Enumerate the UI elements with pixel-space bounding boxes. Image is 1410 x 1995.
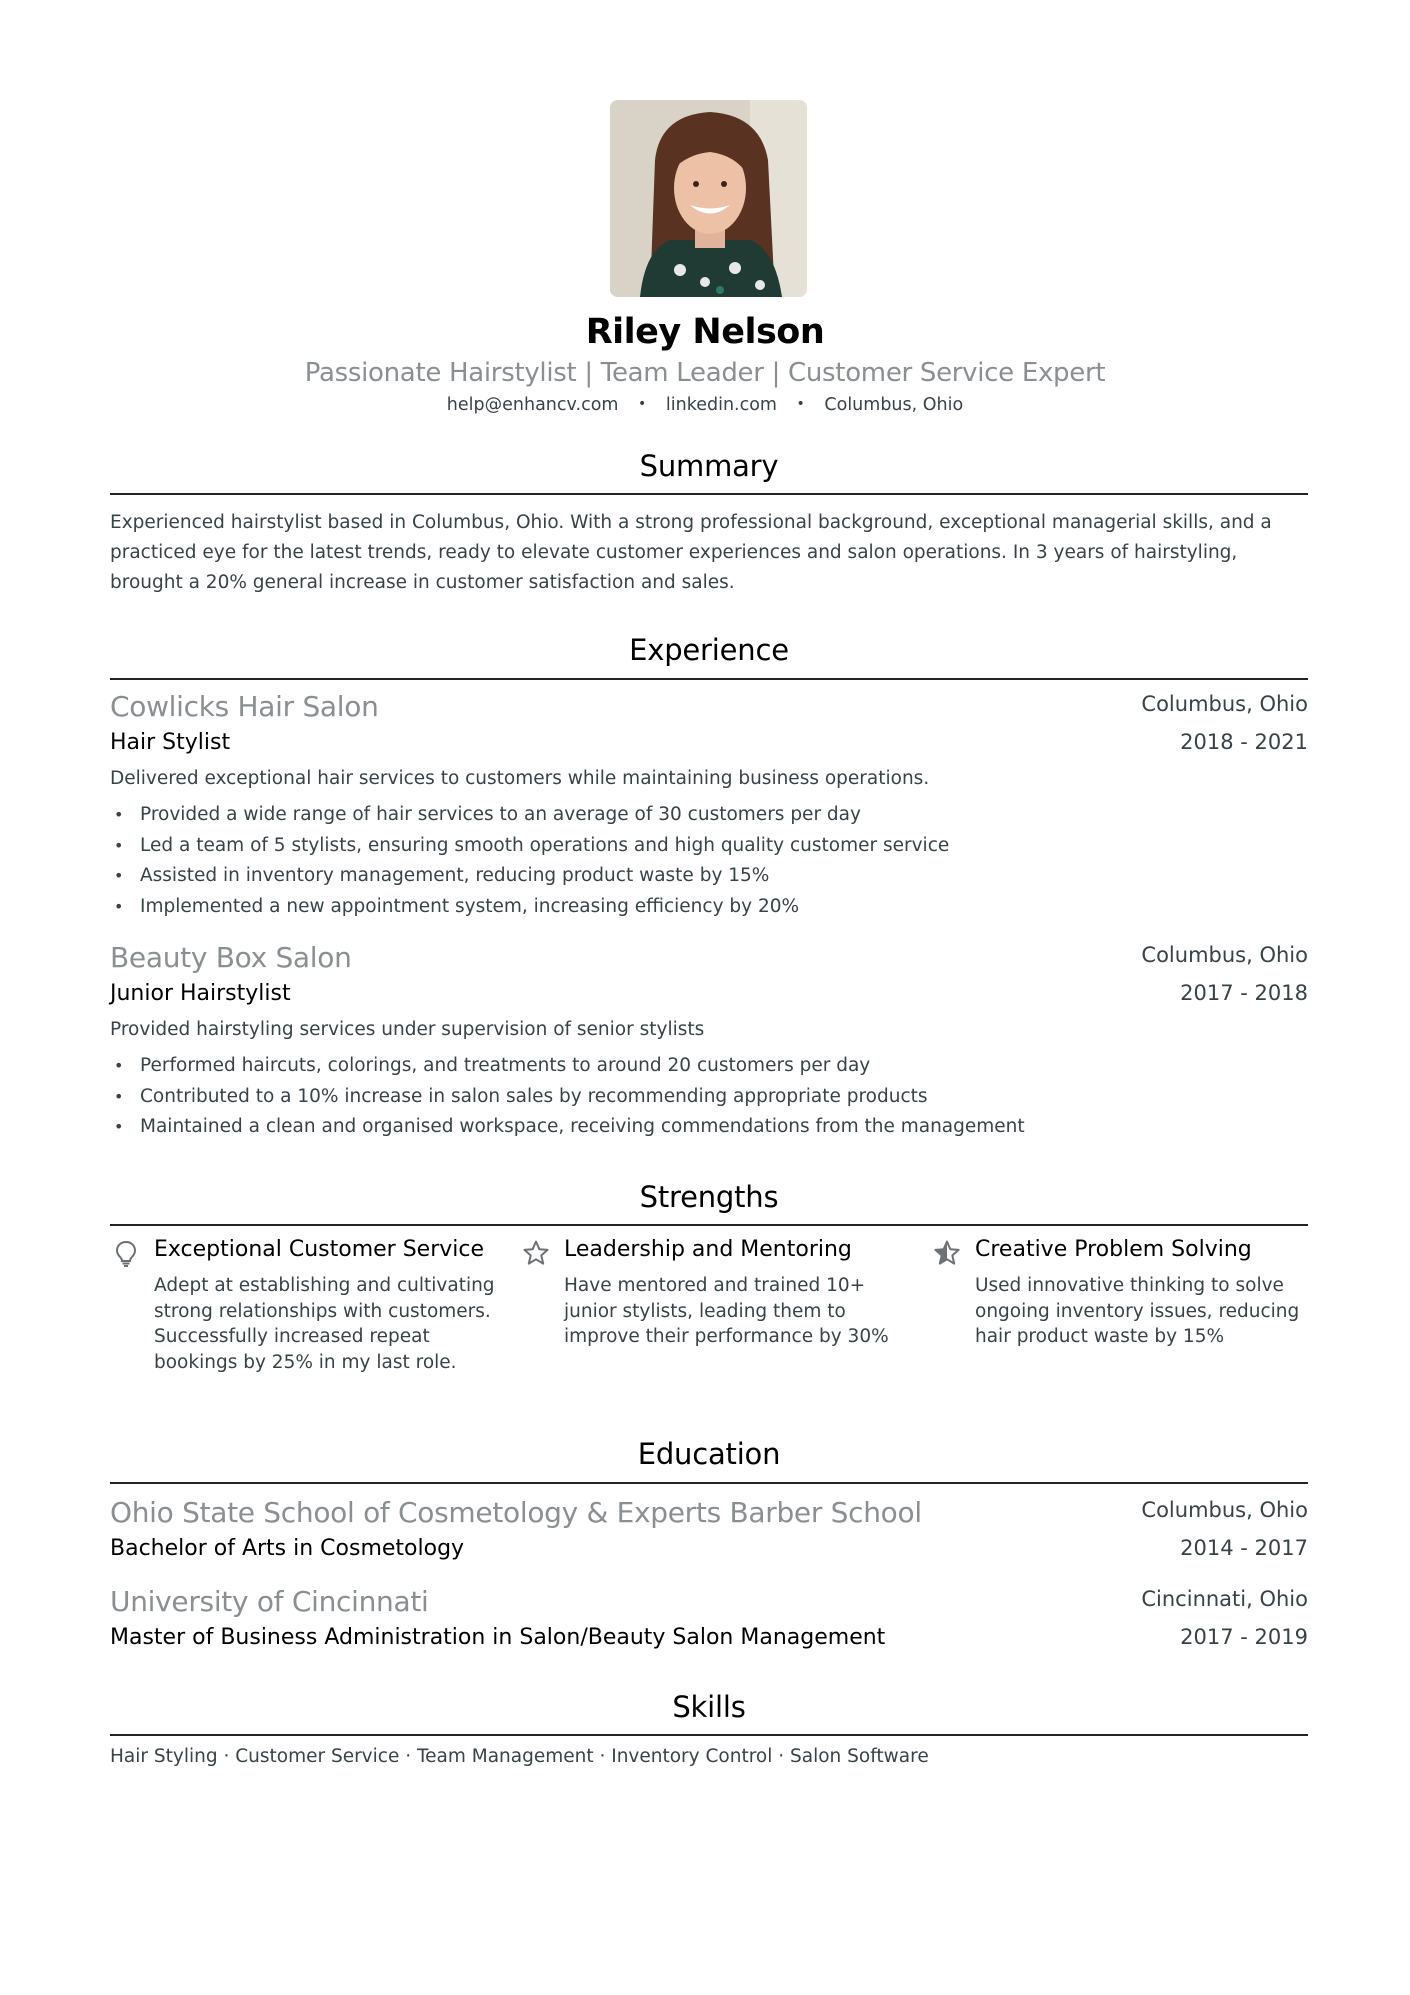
job-bullet: • Implemented a new appointment system, increasing efficiency by 20% [114, 895, 800, 917]
job-bullet-text: Provided a wide range of hair services to an average of 30 customers per day [140, 804, 861, 825]
degree-name: Master of Business Administration in Salon/Beauty Salon Management [110, 1625, 886, 1650]
contact-separator: • [638, 396, 647, 412]
profile-photo [610, 100, 807, 297]
section-divider [110, 678, 1308, 680]
company-name: Cowlicks Hair Salon [110, 690, 379, 723]
school-name: Ohio State School of Cosmetology & Experts Barber School [110, 1496, 922, 1529]
section-divider [110, 493, 1308, 495]
section-divider [110, 1734, 1308, 1736]
summary-text: Experienced hairstylist based in Columbus, Ohio. With a strong professional background, exceptional managerial skills, and a practiced eye for the latest trends, ready to elevate customer experiences and salon operations. In 3 years of hairstyling, brought a 20% general increase in customer satisfaction and sales. [110, 512, 1272, 593]
section-divider [110, 1482, 1308, 1484]
job-bullet-text: Maintained a clean and organised workspace, receiving commendations from the management [140, 1116, 1025, 1137]
job-bullet: • Led a team of 5 stylists, ensuring smooth operations and high quality customer service [114, 834, 950, 856]
education-dates: 2017 - 2019 [1180, 1625, 1308, 1649]
strength-title: Exceptional Customer Service [154, 1237, 485, 1262]
job-bullet: • Assisted in inventory management, reducing product waste by 15% [114, 865, 770, 886]
section-title-skills: Skills [672, 1690, 746, 1724]
candidate-name: Riley Nelson [585, 312, 825, 352]
strength-title: Leadership and Mentoring [564, 1237, 852, 1262]
job-bullets [110, 800, 949, 922]
job-title: Junior Hairstylist [110, 981, 291, 1006]
job-title: Hair Stylist [110, 730, 231, 755]
job-bullet-text: Led a team of 5 stylists, ensuring smooth operations and high quality customer service [140, 834, 950, 856]
headline: Passionate Hairstylist | Team Leader | Customer Service Expert [304, 358, 1106, 388]
strength-description: Have mentored and trained 10+ junior stylists, leading them to improve their performance by 30% [564, 1275, 889, 1347]
strength-description: Adept at establishing and cultivating strong relationships with customers. Successfully increased repeat bookings by 25% in my last role. [154, 1275, 495, 1373]
job-bullet: • Maintained a clean and organised workspace, receiving commendations from the management [114, 1116, 1025, 1137]
job-bullet-text: Implemented a new appointment system, increasing efficiency by 20% [140, 895, 800, 917]
job-bullet-text: Assisted in inventory management, reducing product waste by 15% [140, 865, 770, 886]
job-bullet: • Contributed to a 10% increase in salon sales by recommending appropriate products [114, 1085, 928, 1107]
section-title-strengths: Strengths [639, 1180, 779, 1214]
star-half-icon [933, 1239, 961, 1267]
job-location: Columbus, Ohio [1141, 692, 1308, 716]
contact-linkedin[interactable]: linkedin.com [665, 395, 777, 415]
job-bullet-text: Performed haircuts, colorings, and treatments to around 20 customers per day [140, 1055, 871, 1076]
contact-separator: • [796, 396, 805, 412]
contact-email[interactable]: help@enhancv.com [446, 395, 619, 415]
job-description: Delivered exceptional hair services to customers while maintaining business operations. [110, 768, 930, 789]
star-outline-icon [522, 1239, 550, 1267]
strength-description: Used innovative thinking to solve ongoing inventory issues, reducing hair product waste by 15% [975, 1275, 1300, 1347]
school-name: University of Cincinnati [110, 1585, 429, 1618]
profile-photo-image [610, 100, 807, 297]
contact-line [0, 395, 1410, 415]
job-description: Provided hairstyling services under supervision of senior stylists [110, 1019, 705, 1040]
lightbulb-icon [112, 1239, 140, 1267]
company-name: Beauty Box Salon [110, 941, 352, 974]
job-bullet: • Provided a wide range of hair services to an average of 30 customers per day [114, 804, 861, 825]
job-dates: 2017 - 2018 [1180, 981, 1308, 1005]
job-bullet-text: Contributed to a 10% increase in salon sales by recommending appropriate products [140, 1085, 928, 1107]
job-location: Columbus, Ohio [1141, 943, 1308, 967]
section-title-education: Education [637, 1437, 781, 1471]
education-dates: 2014 - 2017 [1180, 1536, 1308, 1560]
job-dates: 2018 - 2021 [1180, 730, 1308, 754]
job-bullets [110, 1051, 1025, 1143]
section-title-summary: Summary [639, 449, 779, 483]
section-divider [110, 1224, 1308, 1226]
strength-title: Creative Problem Solving [975, 1237, 1252, 1262]
contact-location: Columbus, Ohio [824, 395, 964, 415]
school-location: Cincinnati, Ohio [1141, 1587, 1308, 1611]
degree-name: Bachelor of Arts in Cosmetology [110, 1536, 465, 1561]
school-location: Columbus, Ohio [1141, 1498, 1308, 1522]
section-title-experience: Experience [629, 633, 789, 667]
job-bullet: • Performed haircuts, colorings, and treatments to around 20 customers per day [114, 1055, 871, 1076]
skills-list: Hair Styling · Customer Service · Team Management · Inventory Control · Salon Software [110, 1746, 929, 1767]
